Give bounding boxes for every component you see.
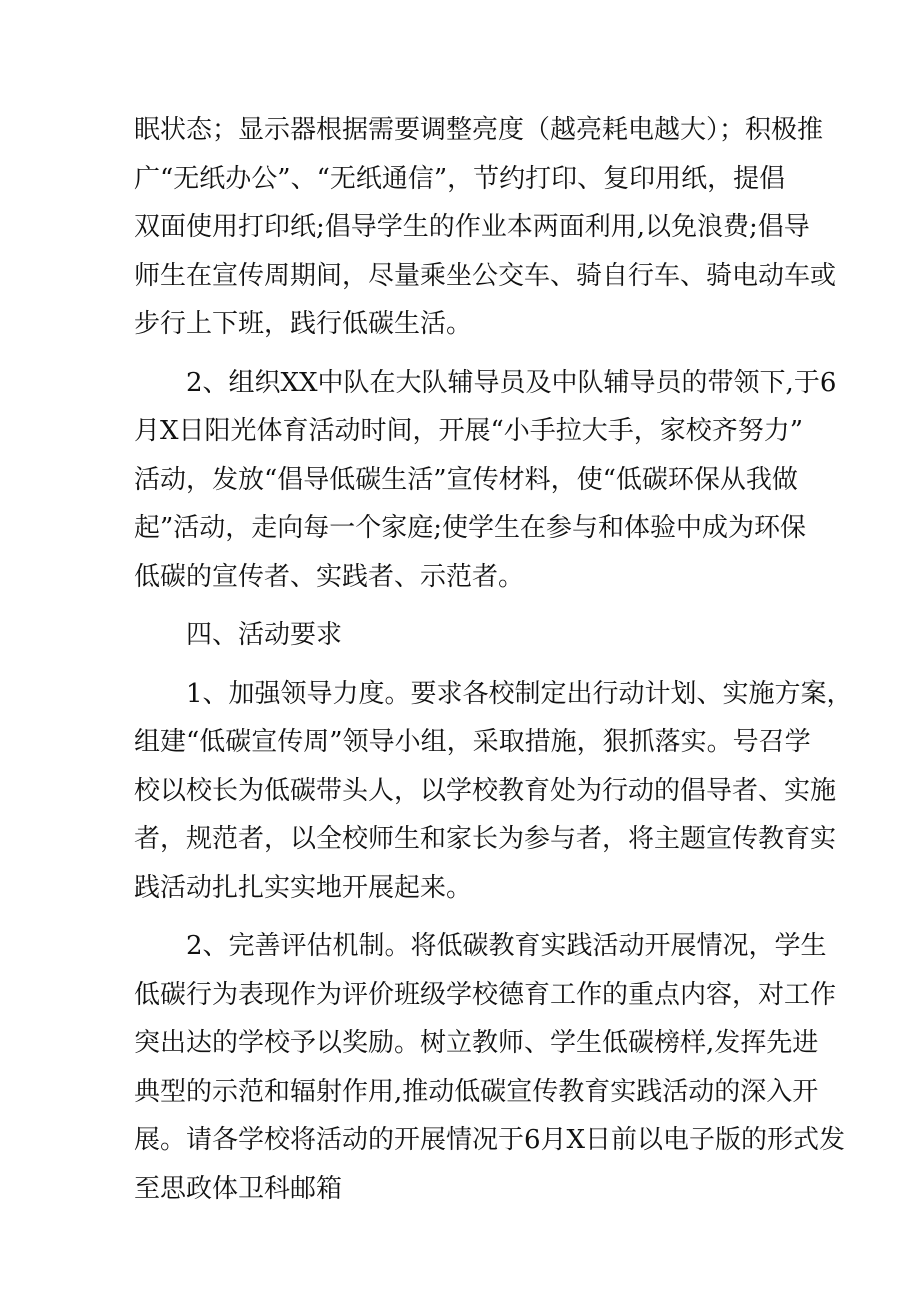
paragraph-item-2-organize <box>134 359 837 602</box>
document-body <box>134 106 853 1213</box>
text-line: 活动，发放“倡导低碳生活”宣传材料，使“低碳环保从我做 <box>134 464 798 495</box>
paragraph-requirement-1 <box>134 670 853 913</box>
text-line: 展。请各学校将活动的开展情况于6月X日前以电子版的形式发 <box>134 1125 846 1155</box>
text-line: 低碳的宣传者、实践者、示范者。 <box>134 561 525 592</box>
section-heading: 四、活动要求 <box>186 620 343 650</box>
paragraph-requirement-2 <box>134 922 846 1213</box>
text-line: 步行上下班，践行低碳生活。 <box>134 309 473 339</box>
text-line: 践活动扎扎实实地开展起来。 <box>134 872 473 903</box>
text-line: 1、加强领导力度。要求各校制定出行动计划、实施方案， <box>186 678 853 709</box>
text-line: 组建“低碳宣传周”领导小组，采取措施，狠抓落实。号召学 <box>134 727 811 757</box>
text-line: 月X日阳光体育活动时间，开展“小手拉大手，家校齐努力” <box>134 416 804 446</box>
text-line: 眠状态；显示器根据需要调整亮度（越亮耗电越大）；积极推 <box>134 115 824 145</box>
text-line: 双面使用打印纸;倡导学生的作业本两面利用,以免浪费;倡导 <box>134 212 810 242</box>
text-line: 师生在宣传周期间，尽量乘坐公交车、骑自行车、骑电动车或 <box>134 260 837 291</box>
text-line: 2、组织XX中队在大队辅导员及中队辅导员的带领下,于6 <box>186 367 837 398</box>
text-line: 校以校长为低碳带头人，以学校教育处为行动的倡导者、实施 <box>134 775 837 806</box>
section-heading-requirements <box>134 611 804 660</box>
text-line: 低碳行为表现作为评价班级学校德育工作的重点内容，对工作 <box>134 979 837 1010</box>
text-line: 突出达的学校予以奖励。树立教师、学生低碳榜样,发挥先进 <box>134 1028 819 1058</box>
paragraph-energy-saving <box>134 106 837 349</box>
text-line: 者，规范者，以全校师生和家长为参与者，将主题宣传教育实 <box>134 824 837 854</box>
text-line: 典型的示范和辐射作用,推动低碳宣传教育实践活动的深入开 <box>134 1076 819 1107</box>
text-line: 至思政体卫科邮箱 <box>134 1173 343 1204</box>
text-line: 广“无纸办公”、“无纸通信”，节约打印、复印用纸，提倡 <box>134 163 786 194</box>
text-line: 起”活动，走向每一个家庭;使学生在参与和体验中成为环保 <box>134 513 807 543</box>
text-line: 2、完善评估机制。将低碳教育实践活动开展情况，学生 <box>186 931 827 961</box>
